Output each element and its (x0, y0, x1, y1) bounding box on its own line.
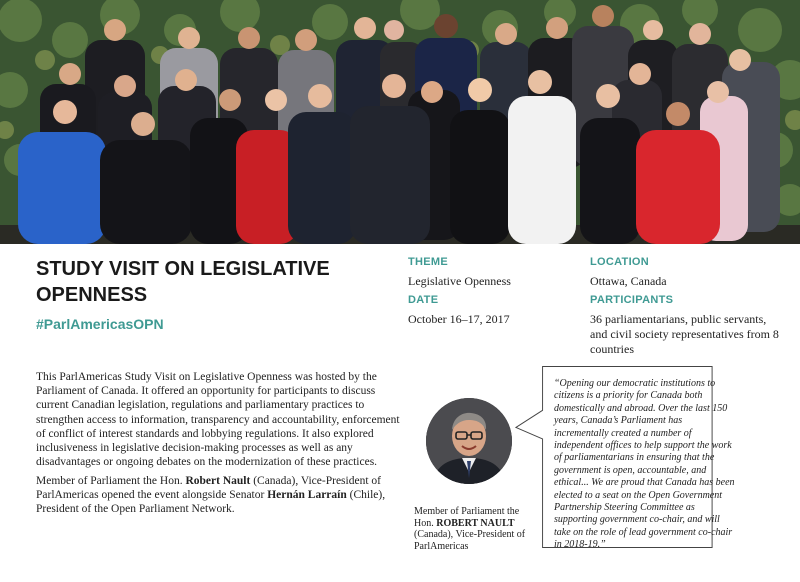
body-p2-name-larrain: Hernán Larraín (267, 489, 347, 502)
participants-label: PARTICIPANTS (590, 294, 674, 306)
quote-text: “Opening our democratic institutions to citizens is a priority for Canada both domestically and abroad. Over the last 150 years, Canada’s Parliament has incrementally created a number of independent offices to help support the work of parliamentarians in ensuring that the government is open, accountable, and ethical... We are proud that Canada has been elected to a seat on the Open Government Partnership Steering Committee as supporting government co-chair, and will take on the role of lead government co-chair in 2018-19.” (554, 378, 735, 551)
body-p2-prefix: Member of Parliament the Hon. (36, 475, 186, 487)
date-label: DATE (408, 294, 439, 306)
group-photo-illustration (0, 0, 800, 244)
group-photo (0, 0, 800, 244)
body-p2-name-nault: Robert Nault (185, 475, 251, 487)
body-p2-middle: (Canada), Vice-President of ParlAmericas opened the event alongside Senator (36, 475, 381, 502)
page-title: STUDY VISIT ON LEGISLATIVE OPENNESS (36, 258, 330, 306)
body-paragraph-2 (36, 474, 404, 517)
caption-prefix: Member of Parliament the Hon. (414, 506, 520, 529)
portrait-photo (426, 398, 512, 484)
caption-name: ROBERT NAULT (436, 517, 515, 529)
body-p2-suffix: (Chile), President of the Open Parliament Network. (36, 489, 386, 516)
theme-value: Legislative Openness (408, 274, 511, 288)
theme-label: THEME (408, 256, 448, 268)
location-value: Ottawa, Canada (590, 274, 667, 288)
location-label: LOCATION (590, 256, 650, 268)
body-paragraph-1: This ParlAmericas Study Visit on Legislative Openness was hosted by the Parliament of Canada. It offered an opportunity for participants to discuss current Canadian legislation, regulations and parliamentary practices to strengthen access to information, transparency and accountability, enforcement of conflict of interest standards and lobbying regulations. It also explored inclusiveness in legislative decision-making processes as well as any disadvantages or ongoing debates on the modernization of these practices. (36, 371, 400, 469)
caption-suffix: (Canada), Vice-President of ParlAmericas (414, 529, 526, 552)
hashtag: #ParlAmericasOPN (36, 316, 164, 332)
portrait-illustration (426, 398, 512, 484)
participants-value: 36 parliamentarians, public servants, and civil society representatives from 8 countries (590, 312, 779, 356)
date-value: October 16–17, 2017 (408, 312, 510, 326)
